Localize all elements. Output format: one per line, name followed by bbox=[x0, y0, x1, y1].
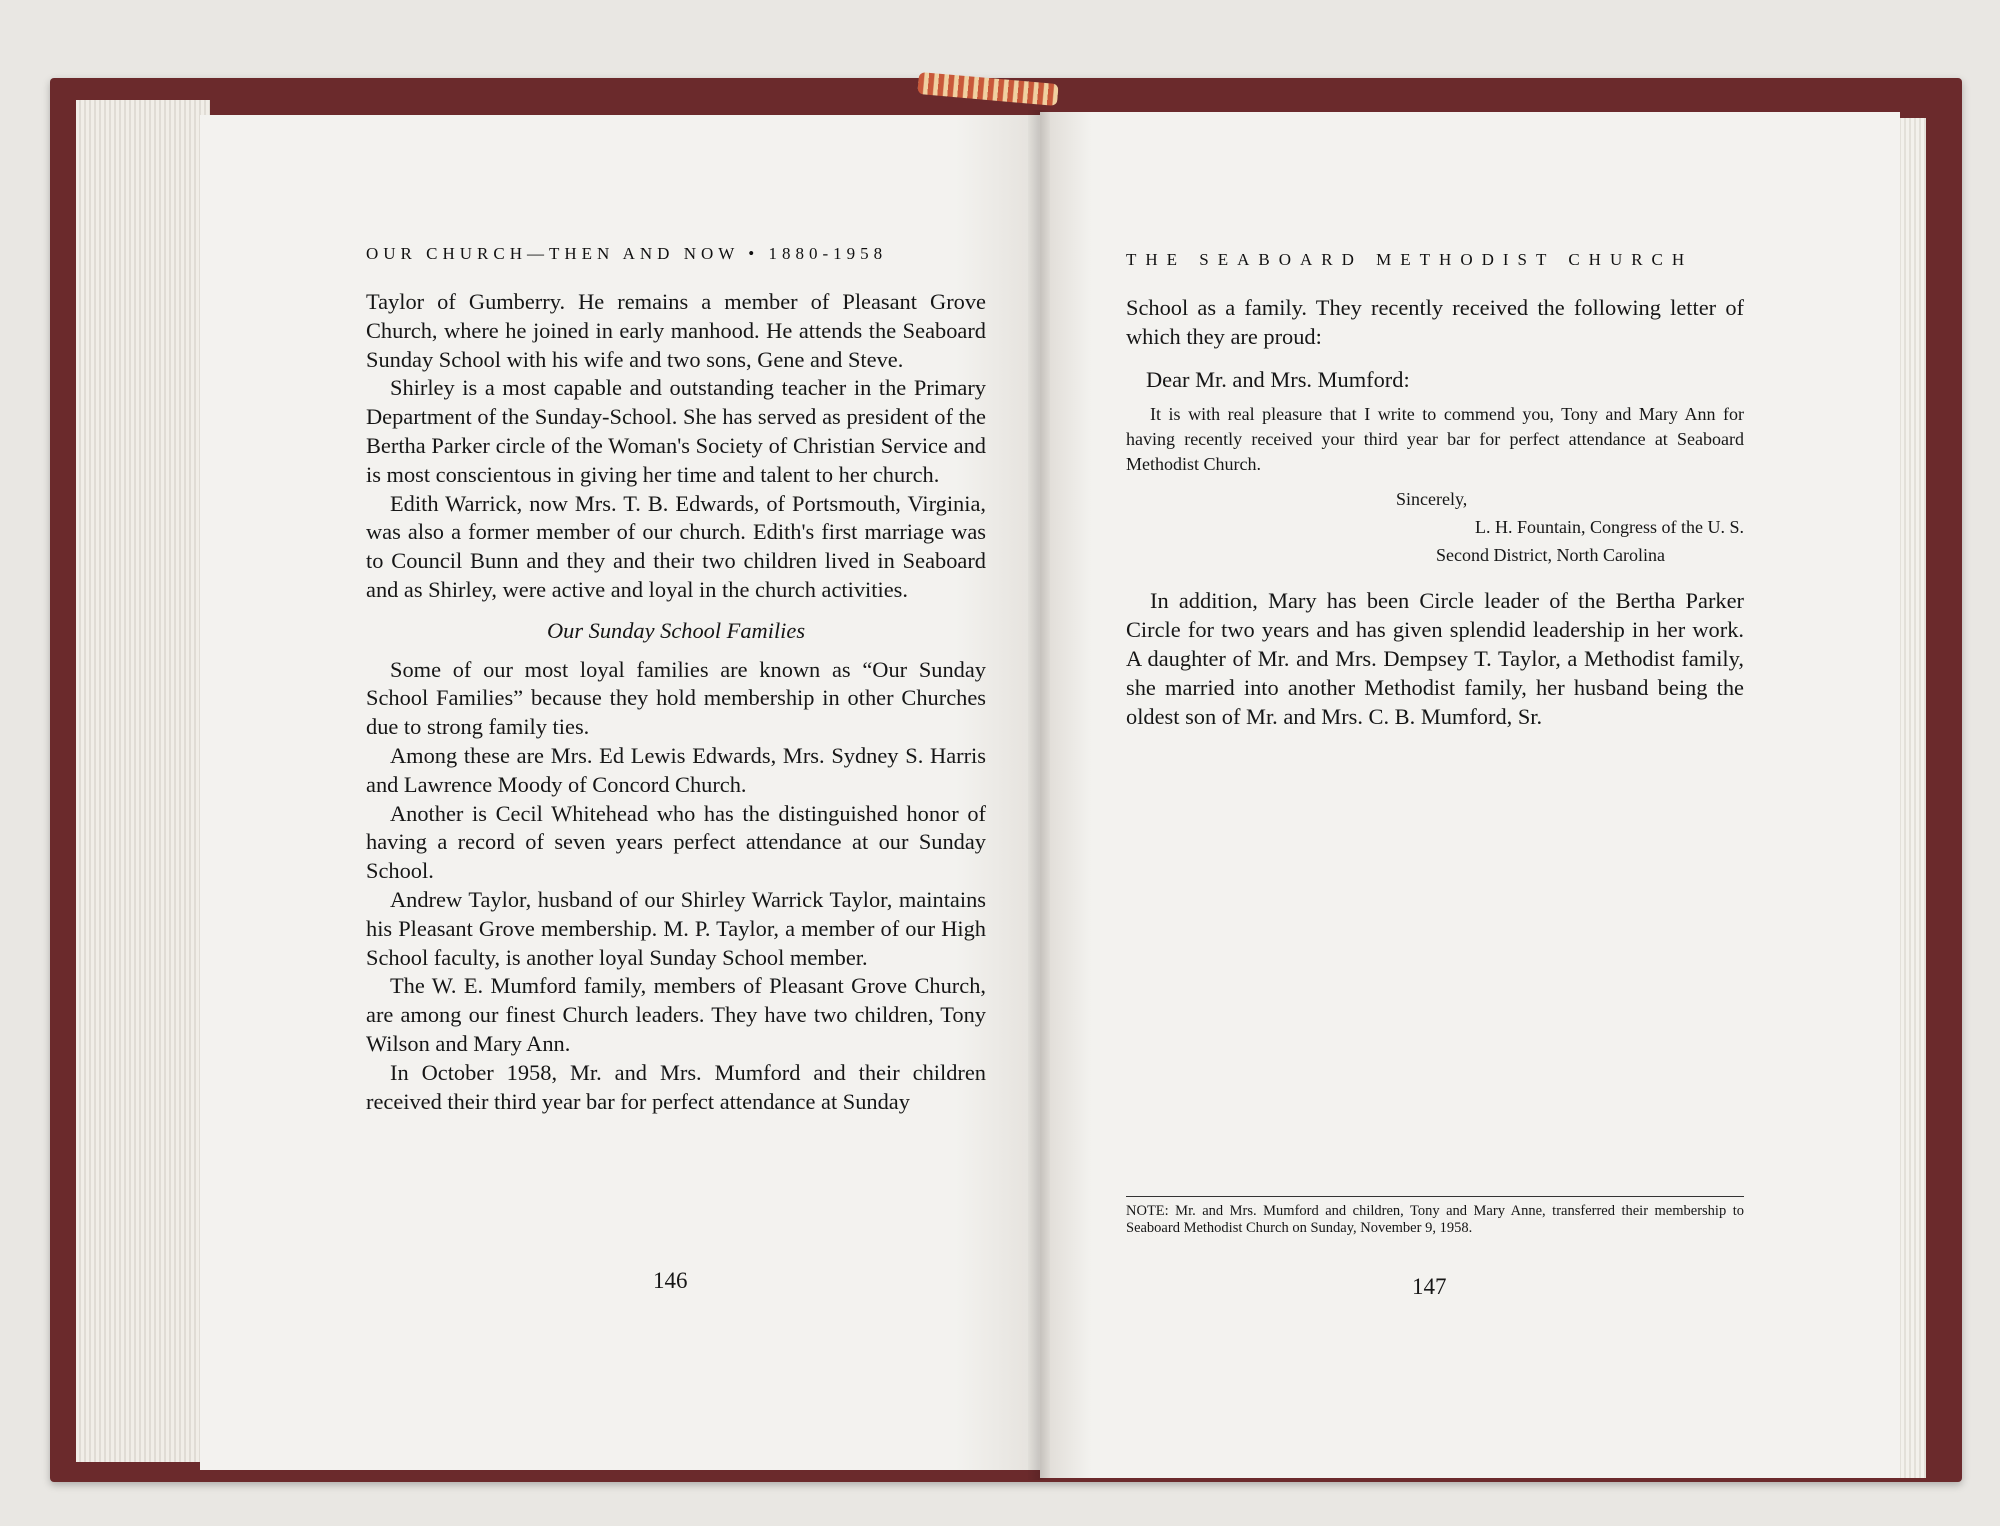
right-page-number: 147 bbox=[1412, 1274, 1447, 1299]
paragraph: Some of our most loyal families are known as “Our Sunday School Families” because they hold membership in other Churches due to strong family ties. bbox=[366, 656, 986, 740]
paragraph: Taylor of Gumberry. He remains a member of Pleasant Grove Church, where he joined in early manhood. He attends the Seaboard Sunday School with his wife and two sons, Gene and Steve. bbox=[366, 289, 986, 372]
section-subheading: Our Sunday School Families bbox=[546, 617, 806, 643]
letter-signer: L. H. Fountain, Congress of the U. S. bbox=[1475, 517, 1744, 538]
footnote: NOTE: Mr. and Mrs. Mumford and children, Tony and Mary Anne, transferred their membership to Seaboard Methodist Church on Sunday, November 9, 1958. bbox=[1126, 1203, 1744, 1236]
paragraph: Andrew Taylor, husband of our Shirley Warrick Taylor, maintains his Pleasant Grove membership. M. P. Taylor, a member of our High School faculty, is another loyal Sunday School member. bbox=[366, 886, 986, 970]
paragraph: The W. E. Mumford family, members of Pleasant Grove Church, are among our finest Church leaders. They have two children, Tony Wilson and Mary Ann. bbox=[366, 973, 986, 1056]
left-text-block bbox=[366, 288, 986, 1116]
paragraph: In October 1958, Mr. and Mrs. Mumford and their children received their third year bar for perfect attendance at Sunday bbox=[366, 1059, 986, 1114]
paragraph: School as a family. They recently received the following letter of which they are proud: bbox=[1126, 295, 1744, 349]
paragraph: Among these are Mrs. Ed Lewis Edwards, Mrs. Sydney S. Harris and Lawrence Moody of Concord Church. bbox=[366, 742, 986, 797]
paragraph: Edith Warrick, now Mrs. T. B. Edwards, of Portsmouth, Virginia, was also a former member of our church. Edith's first marriage was to Council Bunn and they and their two children lived in Seaboard and as Shirley, were active and loyal in the church activities. bbox=[366, 490, 986, 602]
page-edges-right bbox=[1896, 118, 1926, 1478]
paragraph: Shirley is a most capable and outstanding teacher in the Primary Department of the Sunday-School. She has served as president of the Bertha Parker circle of the Woman's Society of Christian Service and is most conscientous in giving her time and talent to her church. bbox=[366, 375, 986, 487]
left-page-number: 146 bbox=[653, 1268, 688, 1293]
letter-district: Second District, North Carolina bbox=[1436, 545, 1665, 566]
letter-salutation: Dear Mr. and Mrs. Mumford: bbox=[1146, 366, 1410, 392]
right-running-head: THE SEABOARD METHODIST CHURCH bbox=[1126, 250, 1694, 269]
paragraph: Another is Cecil Whitehead who has the distinguished honor of having a record of seven years perfect attendance at our Sunday School. bbox=[366, 800, 986, 884]
letter-body: It is with real pleasure that I write to commend you, Tony and Mary Ann for having recently received your third year bar for perfect attendance at Seaboard Methodist Church. bbox=[1126, 404, 1744, 475]
footnote-rule bbox=[1126, 1196, 1744, 1197]
letter-closing: Sincerely, bbox=[1396, 489, 1468, 510]
left-running-head: OUR CHURCH—THEN AND NOW • 1880-1958 bbox=[366, 244, 888, 263]
page-edges-left bbox=[76, 100, 210, 1462]
book-gutter bbox=[1028, 110, 1050, 1480]
right-text-block bbox=[1126, 294, 1744, 731]
paragraph: In addition, Mary has been Circle leader of the Bertha Parker Circle for two years and has given splendid leadership in her work. A daughter of Mr. and Mrs. Dempsey T. Taylor, a Methodist family, she married into another Methodist family, her husband being the oldest son of Mr. and Mrs. C. B. Mumford, Sr. bbox=[1126, 588, 1744, 729]
